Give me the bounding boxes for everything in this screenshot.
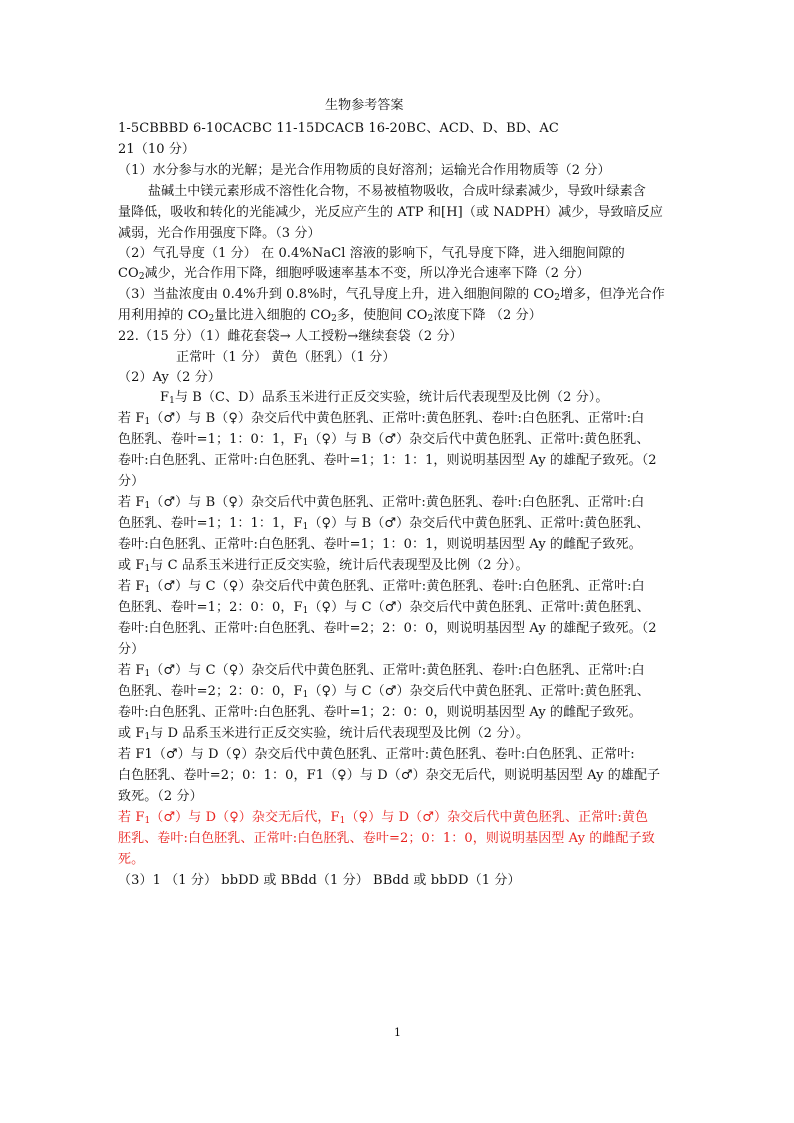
c-case2-line3: 卷叶:白色胚乳、正常叶:白色胚乳、卷叶=1；2：0：0，则说明基因型 Ay 的雌配子致死。 [118,705,642,720]
q22-part1-line2: 正常叶（1 分） 黄色（胚乳）（1 分） [176,350,396,365]
b-case2-line1: 若 $F_1(♂)$与 B（♀）杂交后代中黄色胚乳、正常叶:黄色胚乳、卷叶:白色胚乳、正常叶:白 [118,495,645,511]
q21-part1-line1: （1）水分参与水的光解；是光合作用物质的良好溶剂；运输光合作用物质等（2 分） [118,163,611,178]
c-heading: 或 $F_1$与 C 品系玉米进行正反交实验，统计后代表现型及比例（2 分）。 [118,558,529,574]
c-case1-line3: 卷叶:白色胚乳、正常叶:白色胚乳、卷叶=2；2：0：0，则说明基因型 Ay 的雄配子致死。（2 [118,621,657,636]
q21-part3-line1: （3）当盐浓度由 0.4%升到 0.8%时，气孔导度上升，进入细胞间隙的 $CO_2$增多，但净光合作 [118,287,665,303]
d-heading: 或 $F_1$与 D 品系玉米进行正反交实验，统计后代表现型及比例（2 分）。 [118,726,530,742]
b-case1-line1: 若 $F_1(♂)$与 B（♀）杂交后代中黄色胚乳、正常叶:黄色胚乳、卷叶:白色胚乳、正常叶:白 [118,411,645,427]
q21-part1-line4: 减弱，光合作用强度下降。（3 分） [118,226,321,241]
page-title: 生物参考答案 [325,98,404,113]
d-case2-line2: 胚乳、卷叶:白色胚乳、正常叶:白色胚乳、卷叶=2；0：1：0，则说明基因型 Ay 的雌配子致 [118,831,655,846]
q22-part2-intro: $F_1$与 B（C、D）品系玉米进行正反交实验，统计后代表现型及比例（2 分）。 [160,390,609,406]
d-case1-line2: 白色胚乳、卷叶=2；0：1：0，F1（♀）与 D（♂）杂交无后代，则说明基因型 Ay 的雄配子 [118,768,661,783]
b-case1-line4: 分） [118,474,145,489]
d-case2-line3: 死。 [118,852,145,867]
q21-part2-line2: $CO_2$减少，光合作用下降，细胞呼吸速率基本不变，所以净光合速率下降（2 分） [118,266,590,282]
q21-part1-line2: 盐碱土中镁元素形成不溶性化合物，不易被植物吸收，合成叶绿素减少，导致叶绿素含 [148,184,646,199]
b-case1-line3: 卷叶:白色胚乳、正常叶:白色胚乳、卷叶=1；1：1：1，则说明基因型 Ay 的雄配子致死。（2 [118,453,657,468]
page-number: 1 [394,1026,401,1039]
q21-part3-line2: 用利用掉的 $CO_2$量比进入细胞的 $CO_2$多，使胞间 $CO_2$浓度下降 （2 分） [118,308,542,324]
d-case2-line1: 若 $F_1(♂)$与 D（♀）杂交无后代，$F_1(♀)$与 D（♂）杂交后代中黄色胚乳、正常叶:黄色 [118,810,649,826]
b-case2-line3: 卷叶:白色胚乳、正常叶:白色胚乳、卷叶=1；1：0：1，则说明基因型 Ay 的雌配子致死。 [118,537,642,552]
c-case1-line4: 分） [118,642,145,657]
b-case2-line2: 色胚乳、卷叶=1；1：1：1，$F_1(♀)$与 B（♂）杂交后代中黄色胚乳、正常叶:黄色胚乳、 [118,516,650,532]
c-case1-line1: 若 $F_1(♂)$与 C（♀）杂交后代中黄色胚乳、正常叶:黄色胚乳、卷叶:白色胚乳、正常叶:白 [118,579,645,595]
b-case1-line2: 色胚乳、卷叶=1；1：0：1，$F_1(♀)$与 B（♂）杂交后代中黄色胚乳、正常叶:黄色胚乳、 [118,432,650,448]
c-case1-line2: 色胚乳、卷叶=1；2：0：0，$F_1(♀)$与 C（♂）杂交后代中黄色胚乳、正常叶:黄色胚乳、 [118,600,650,616]
q21-part1-line3: 量降低，吸收和转化的光能减少，光反应产生的 ATP 和[H]（或 NADPH）减少，导致暗反应 [118,205,663,220]
choice-answers: 1-5CBBBD 6-10CACBC 11-15DCACB 16-20BC、ACD、D、BD、AC [118,121,559,136]
q22-heading: 22.（15 分）（1）雌花套袋→ 人工授粉→继续套袋（2 分） [118,329,463,344]
q22-part3: （3）1 （1 分） bbDD 或 BBdd（1 分） BBdd 或 bbDD（1 分） [118,873,521,888]
q22-part2-heading: （2）Ay（2 分） [118,370,221,385]
q21-part2-line1: （2）气孔导度（1 分） 在 0.4%NaCl 溶液的影响下，气孔导度下降，进入细胞间隙的 [118,246,625,261]
c-case2-line1: 若 $F_1(♂)$与 C（♀）杂交后代中黄色胚乳、正常叶:黄色胚乳、卷叶:白色胚乳、正常叶:白 [118,663,645,679]
c-case2-line2: 色胚乳、卷叶=2；2：0：0，$F_1(♀)$与 C（♂）杂交后代中黄色胚乳、正常叶:黄色胚乳、 [118,684,650,700]
q21-heading: 21（10 分） [118,142,196,157]
d-case1-line1: 若 F1（♂）与 D（♀）杂交后代中黄色胚乳、正常叶:黄色胚乳、卷叶:白色胚乳、正常叶: [118,747,635,762]
d-case1-line3: 致死。（2 分） [118,789,203,804]
